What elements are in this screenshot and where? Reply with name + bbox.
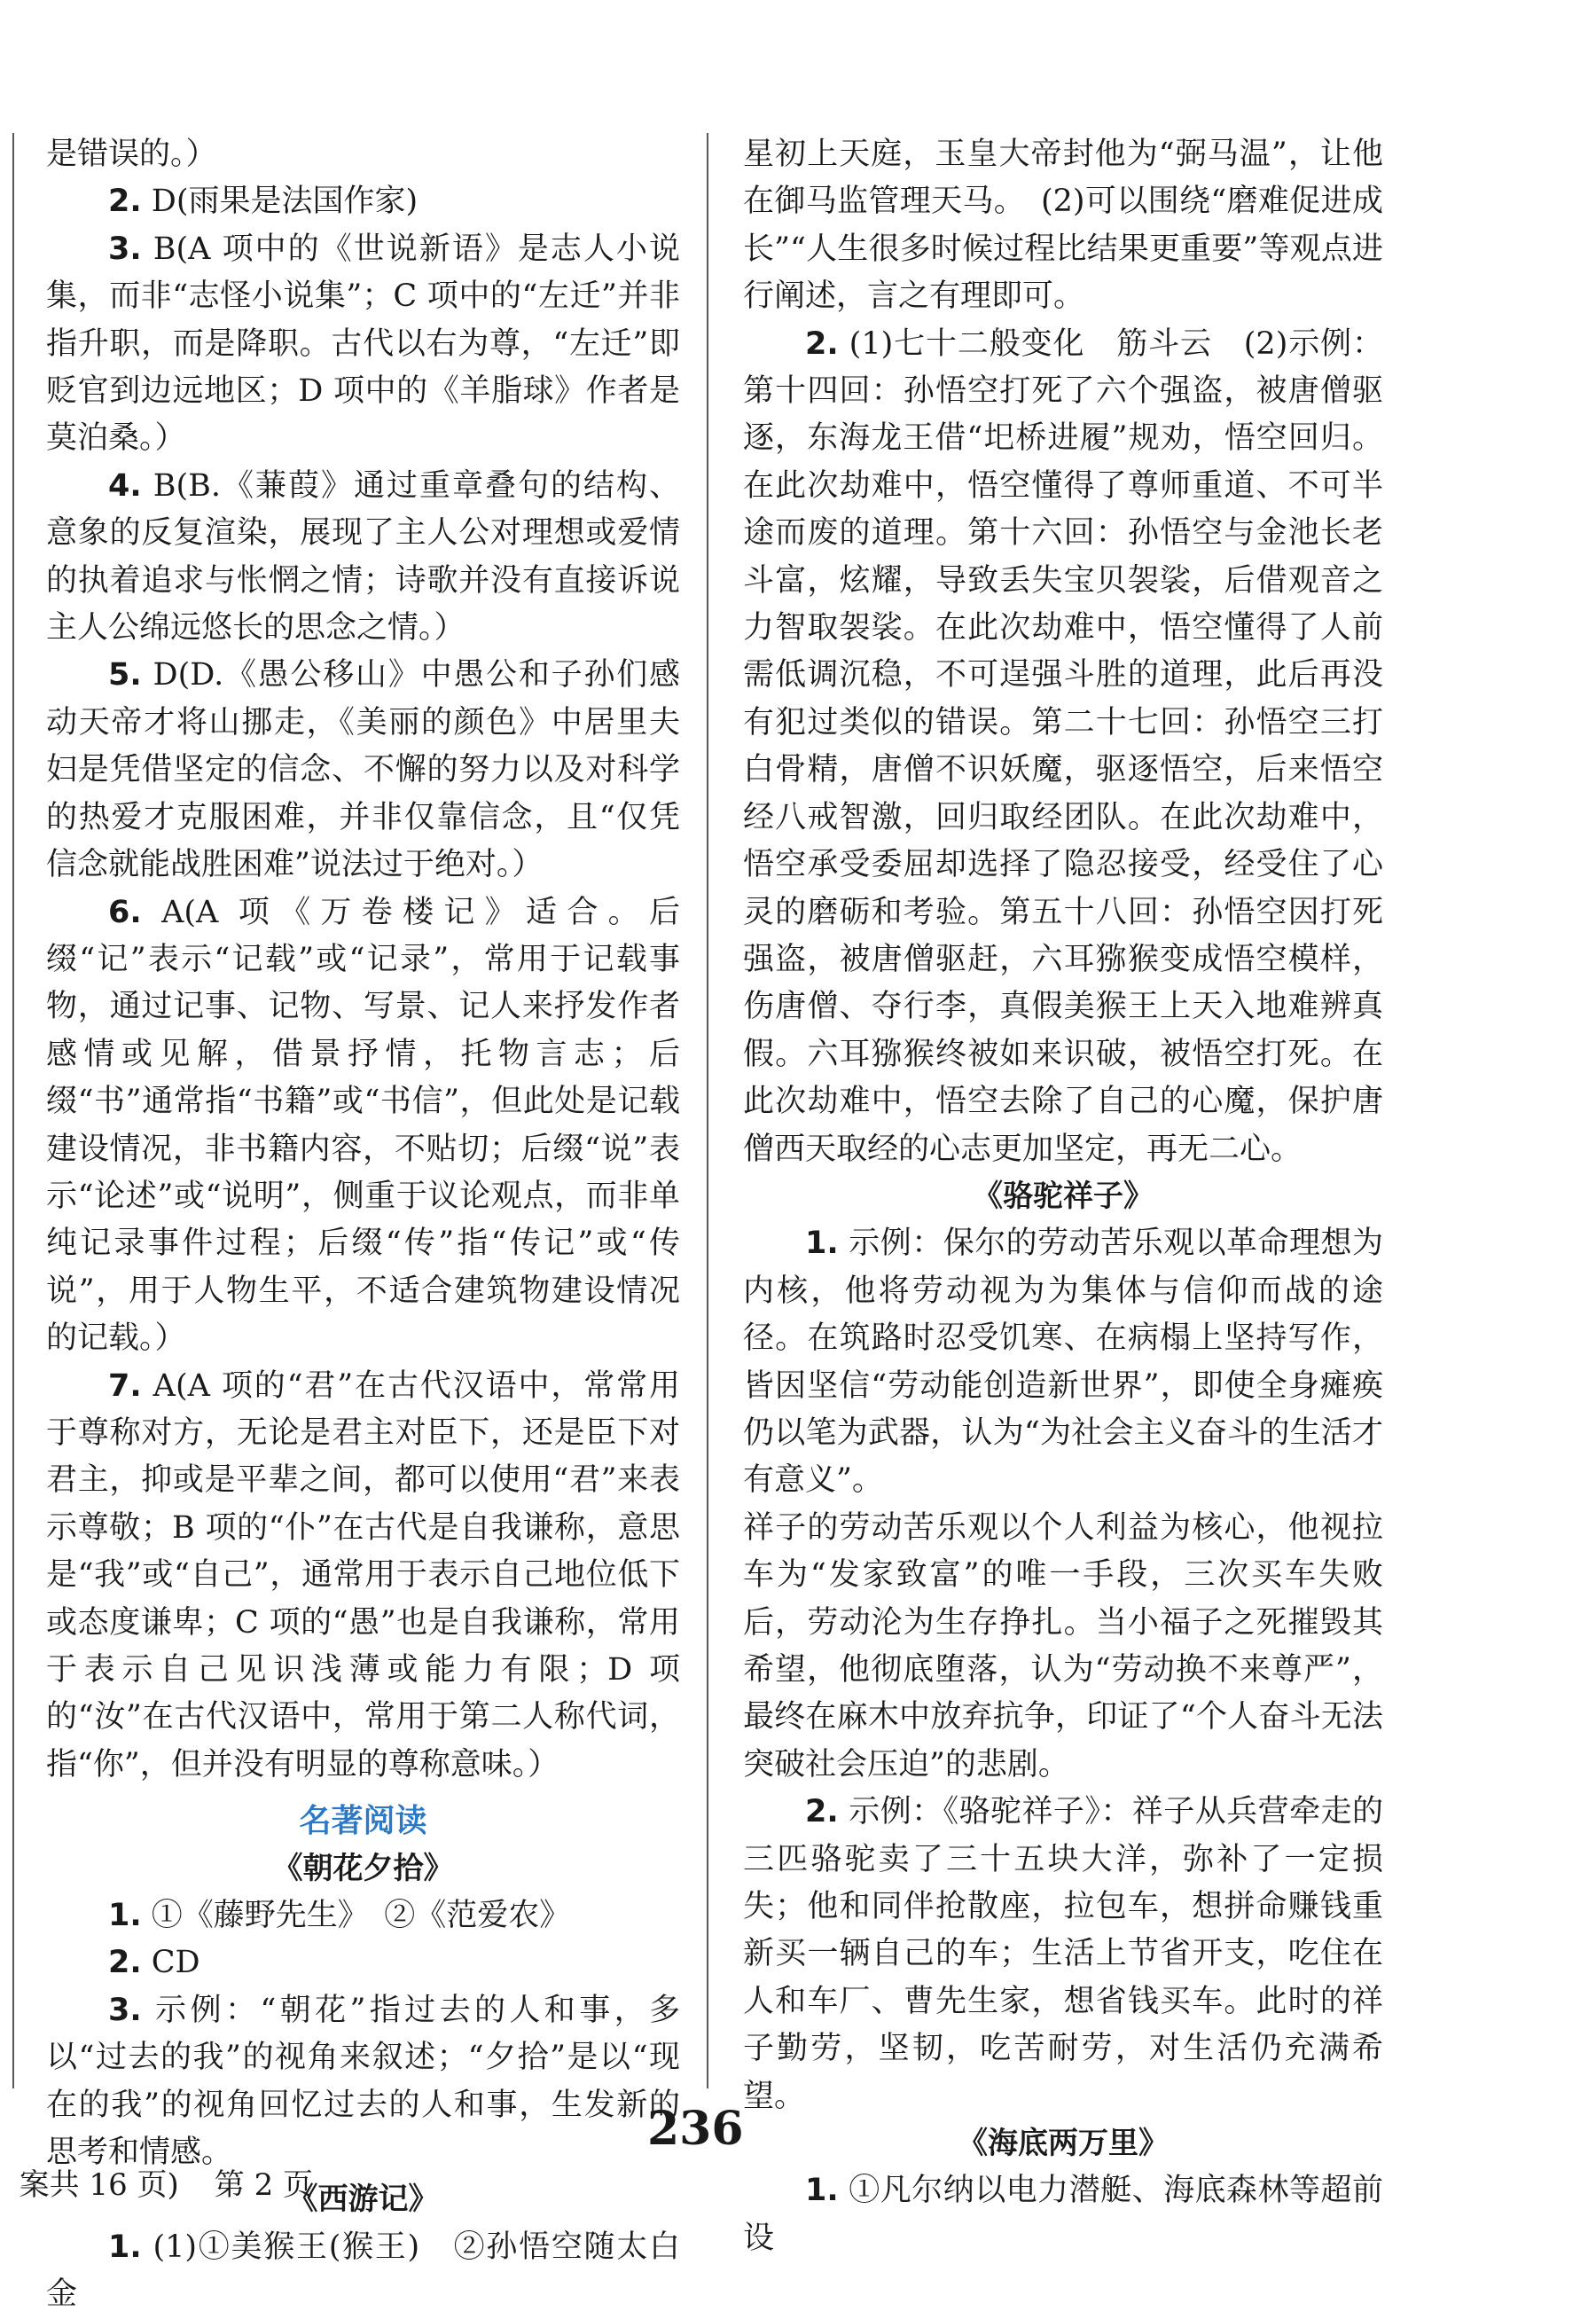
book-title-haidi: 《海底两万里》 bbox=[958, 2126, 1169, 2162]
answer-continued: 是错误的。） bbox=[46, 137, 217, 172]
column-divider-center bbox=[707, 133, 708, 2088]
page-number: 236 bbox=[647, 2102, 744, 2156]
answer-item-3: 3. B(A 项中的《世说新语》是志人小说集，而非“志怪小说集”；C 项中的“左迁”并非指升职，而是降职。古代以右为尊，“左迁”即贬官到边远地区；D 项中的《羊脂球》作者是莫泊桑。） bbox=[46, 231, 680, 457]
right-column bbox=[743, 131, 1383, 2262]
xiyouji-item-1-start: 1. (1)①美猴王(猴王) ②孙悟空随太白金 bbox=[46, 2229, 680, 2313]
section-heading: 名著阅读 bbox=[299, 1803, 427, 1840]
xiyouji-item-2: 2. (1)七十二般变化 筋斗云 (2)示例：第十四回：孙悟空打死了六个强盗，被唐僧驱逐，东海龙王借“圯桥进履”规劝，悟空回归。在此次劫难中，悟空懂得了尊师重道、不可半途而废的道理。第十六回：孙悟空与金池长老斗富，炫耀，导致丢失宝贝袈裟，后借观音之力智取袈裟。在此次劫难中，悟空懂得了人前需低调沉稳，不可逞强斗胜的道理，此后再没有犯过类似的错误。第二十七回：孙悟空三打白骨精，唐僧不识妖魔，驱逐悟空，后来悟空经八戒智激，回归取经团队。在此次劫难中，悟空承受委屈却选择了隐忍接受，经受住了心灵的磨砺和考验。第五十八回：孙悟空因打死强盗，被唐僧驱赶，六耳猕猴变成悟空模样，伤唐僧、夺行李，真假美猴王上天入地难辨真假。六耳猕猴终被如来识破，被悟空打死。在此次劫难中，悟空去除了自己的心魔，保护唐僧西天取经的心志更加坚定，再无二心。 bbox=[743, 325, 1383, 1167]
column-divider-left bbox=[12, 133, 14, 2088]
footer-page-info bbox=[0, 2125, 313, 2204]
answer-item-4: 4. B(B.《蒹葭》通过重章叠句的结构、意象的反复渲染，展现了主人公对理想或爱情的执着追求与怅惘之情；诗歌并没有直接诉说主人公绵远悠长的思念之情。） bbox=[46, 467, 680, 646]
book-title-xiyouji: 《西游记》 bbox=[287, 2182, 439, 2218]
answer-item-2: 2. D(雨果是法国作家) bbox=[108, 184, 419, 220]
left-column bbox=[46, 131, 680, 2319]
answer-item-5: 5. D(D.《愚公移山》中愚公和子孙们感动天帝才将山挪走，《美丽的颜色》中居里夫妇是凭借坚定的信念、不懈的努力以及对科学的热爱才克服困难，并非仅靠信念，且“仅凭信念就能战胜困难”说法过于绝对。） bbox=[46, 657, 680, 883]
xiyouji-item-1-continued: 星初上天庭，玉皇大帝封他为“弼马温”，让他在御马监管理天马。 (2)可以围绕“磨难促进成长”“人生很多时候过程比结果更重要”等观点进行阐述，言之有理即可。 bbox=[743, 137, 1383, 315]
answer-item-6: 6. A(A 项《万卷楼记》适合。后缀“记”表示“记载”或“记录”，常用于记载事物，通过记事、记物、写景、记人来抒发作者感情或见解，借景抒情，托物言志；后缀“书”通常指“书籍”或“书信”，但此处是记载建设情况，非书籍内容，不贴切；后缀“说”表示“论述”或“说明”，侧重于议论观点，而非单纯记录事件过程；后缀“传”指“传记”或“传说”，用于人物生平，不适合建筑物建设情况的记载。） bbox=[46, 894, 680, 1357]
footer-current-page: 第 2 页 bbox=[214, 2167, 314, 2203]
luotuo-item-1: 1. 示例：保尔的劳动苦乐观以革命理想为内核，他将劳动视为为集体与信仰而战的途径。在筑路时忍受饥寒、在病榻上坚持写作，皆因坚信“劳动能创造新世界”，即使全身瘫痪仍以笔为武器，认为“为社会主义奋斗的生活才有意义”。 bbox=[743, 1226, 1383, 1499]
footer-total-pages: 案共 16 页) bbox=[19, 2167, 179, 2203]
zhaohua-item-3: 3. 示例：“朝花”指过去的人和事，多以“过去的我”的视角来叙述；“夕拾”是以“现在的我”的视角回忆过去的人和事，生发新的思考和情感。 bbox=[46, 1992, 680, 2171]
zhaohua-item-1: 1. ①《藤野先生》 ②《范爱农》 bbox=[108, 1898, 571, 1934]
luotuo-item-1-continued: 祥子的劳动苦乐观以个人利益为核心，他视拉车为“发家致富”的唯一手段，三次买车失败后，劳动沦为生存挣扎。当小福子之死摧毁其希望，他彻底堕落，认为“劳动换不来尊严”，最终在麻木中放弃抗争，印证了“个人奋斗无法突破社会压迫”的悲剧。 bbox=[743, 1509, 1383, 1782]
book-title-zhaohua: 《朝花夕拾》 bbox=[272, 1850, 454, 1886]
book-title-luotuo: 《骆驼祥子》 bbox=[973, 1178, 1154, 1214]
answer-item-7: 7. A(A 项的“君”在古代汉语中，常常用于尊称对方，无论是君主对臣下，还是臣下对君主，抑或是平辈之间，都可以使用“君”来表示尊敬；B 项的“仆”在古代是自我谦称，意思是“我”或“自己”，通常用于表示自己地位低下或态度谦卑；C 项的“愚”也是自我谦称，常用于表示自己见识浅薄或能力有限；D 项的“汝”在古代汉语中，常用于第二人称代词，指“你”，但并没有明显的尊称意味。） bbox=[46, 1367, 680, 1782]
zhaohua-item-2: 2. CD bbox=[108, 1945, 200, 1981]
haidi-item-1: 1. ①凡尔纳以电力潜艇、海底森林等超前设 bbox=[743, 2173, 1383, 2256]
luotuo-item-2: 2. 示例：《骆驼祥子》：祥子从兵营牵走的三匹骆驼卖了三十五块大洋，弥补了一定损失；他和同伴抢散座，拉包车，想拼命赚钱重新买一辆自己的车；生活上节省开支，吃住在人和车厂、曹先生家，想省钱买车。此时的祥子勤劳，坚韧，吃苦耐劳，对生活仍充满希望。 bbox=[743, 1794, 1383, 2114]
